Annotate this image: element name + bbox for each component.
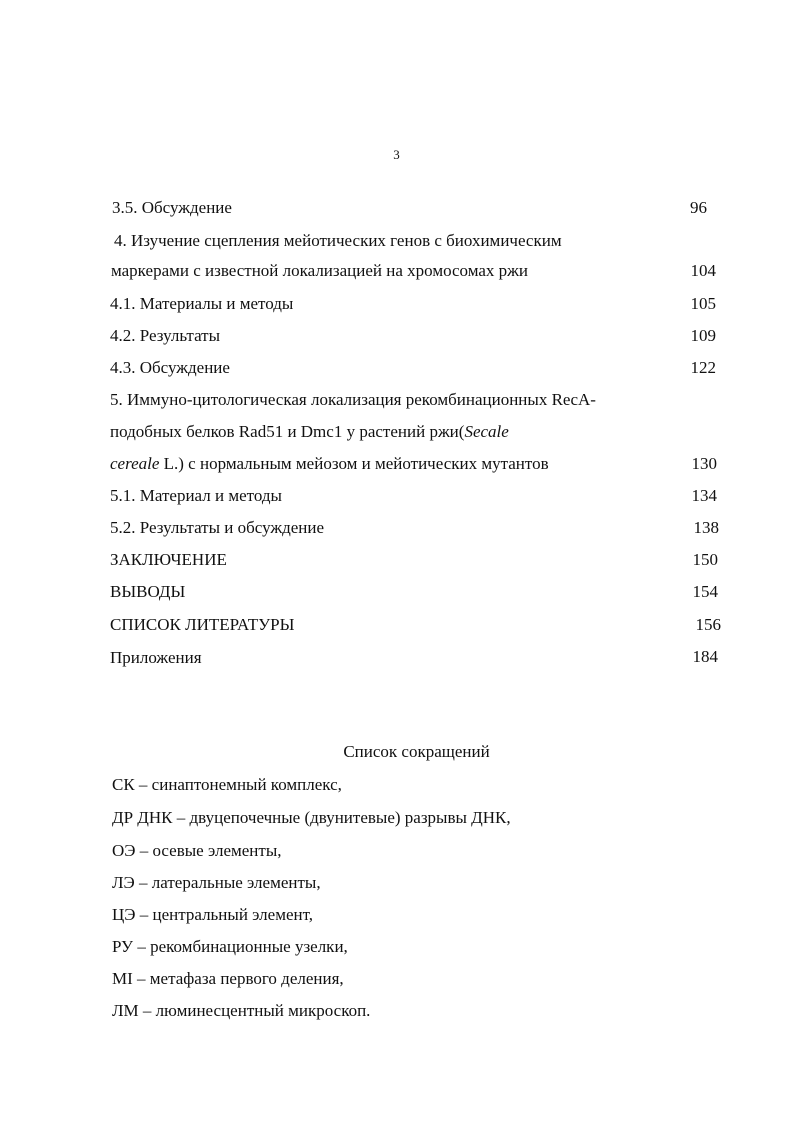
toc-entry-4-page: 104 xyxy=(690,261,716,280)
toc-entry-4-2-page: 109 xyxy=(690,326,716,345)
toc-entry-5-line2-prefix: подобных белков Rad51 и Dmc1 у растений ржи( xyxy=(110,422,465,441)
toc-entry-conclusion-page: 150 xyxy=(692,550,718,569)
abbreviation-item: ЦЭ – центральный элемент, xyxy=(112,905,313,924)
toc-entry-conclusion-title: ЗАКЛЮЧЕНИЕ xyxy=(110,550,227,569)
toc-entry-5-2-page: 138 xyxy=(693,518,719,537)
toc-entry-4-3-title: 4.3. Обсуждение xyxy=(110,358,230,377)
toc-entry-5-title-line3 xyxy=(110,454,549,474)
toc-entry-5-1-title: 5.1. Материал и методы xyxy=(110,486,282,505)
toc-entry-3-5-title: 3.5. Обсуждение xyxy=(112,198,232,217)
page-number: 3 xyxy=(393,147,400,162)
toc-entry-4-title-line2: маркерами с известной локализацией на хромосомах ржи xyxy=(111,261,529,280)
toc-entry-5-1-page: 134 xyxy=(691,486,717,505)
abbreviation-item: РУ – рекомбинационные узелки, xyxy=(112,937,348,956)
toc-entry-4-1-title: 4.1. Материалы и методы xyxy=(110,294,294,313)
toc-entry-references-title: СПИСОК ЛИТЕРАТУРЫ xyxy=(110,615,295,634)
toc-entry-findings-page: 154 xyxy=(692,582,718,601)
abbreviation-item: MI – метафаза первого деления, xyxy=(112,969,344,988)
toc-entry-appendix-title: Приложения xyxy=(110,648,202,667)
toc-entry-3-5-page: 96 xyxy=(690,198,707,217)
toc-entry-5-title-line2 xyxy=(110,422,509,442)
toc-entry-5-page: 130 xyxy=(691,454,717,473)
toc-entry-5-line3-rest: L.) с нормальным мейозом и мейотических мутантов xyxy=(159,454,549,473)
abbreviation-item: ОЭ – осевые элементы, xyxy=(112,841,282,860)
toc-entry-references-page: 156 xyxy=(695,615,721,634)
toc-entry-findings-title: ВЫВОДЫ xyxy=(110,582,186,601)
toc-entry-4-3-page: 122 xyxy=(690,358,716,377)
toc-entry-4-title-line1: 4. Изучение сцепления мейотических генов с биохимическим xyxy=(114,231,562,250)
abbreviation-item: ЛЭ – латеральные элементы, xyxy=(112,873,321,892)
toc-entry-4-1-page: 105 xyxy=(690,294,716,313)
toc-entry-5-title-line1: 5. Иммуно-цитологическая локализация рекомбинационных RecA- xyxy=(110,390,596,409)
toc-entry-5-2-title: 5.2. Результаты и обсуждение xyxy=(110,518,325,537)
toc-entry-appendix-page: 184 xyxy=(692,647,718,666)
abbreviation-item: ДР ДНК – двуцепочечные (двунитевые) разрывы ДНК, xyxy=(112,808,511,827)
abbreviations-title: Список сокращений xyxy=(343,742,490,761)
toc-entry-5-line2-italic: Secale xyxy=(464,422,509,441)
abbreviation-item: СК – синаптонемный комплекс, xyxy=(112,775,342,794)
abbreviation-item: ЛМ – люминесцентный микроскоп. xyxy=(112,1001,371,1020)
toc-entry-4-2-title: 4.2. Результаты xyxy=(110,326,221,345)
toc-entry-5-line3-italic: cereale xyxy=(110,454,160,473)
